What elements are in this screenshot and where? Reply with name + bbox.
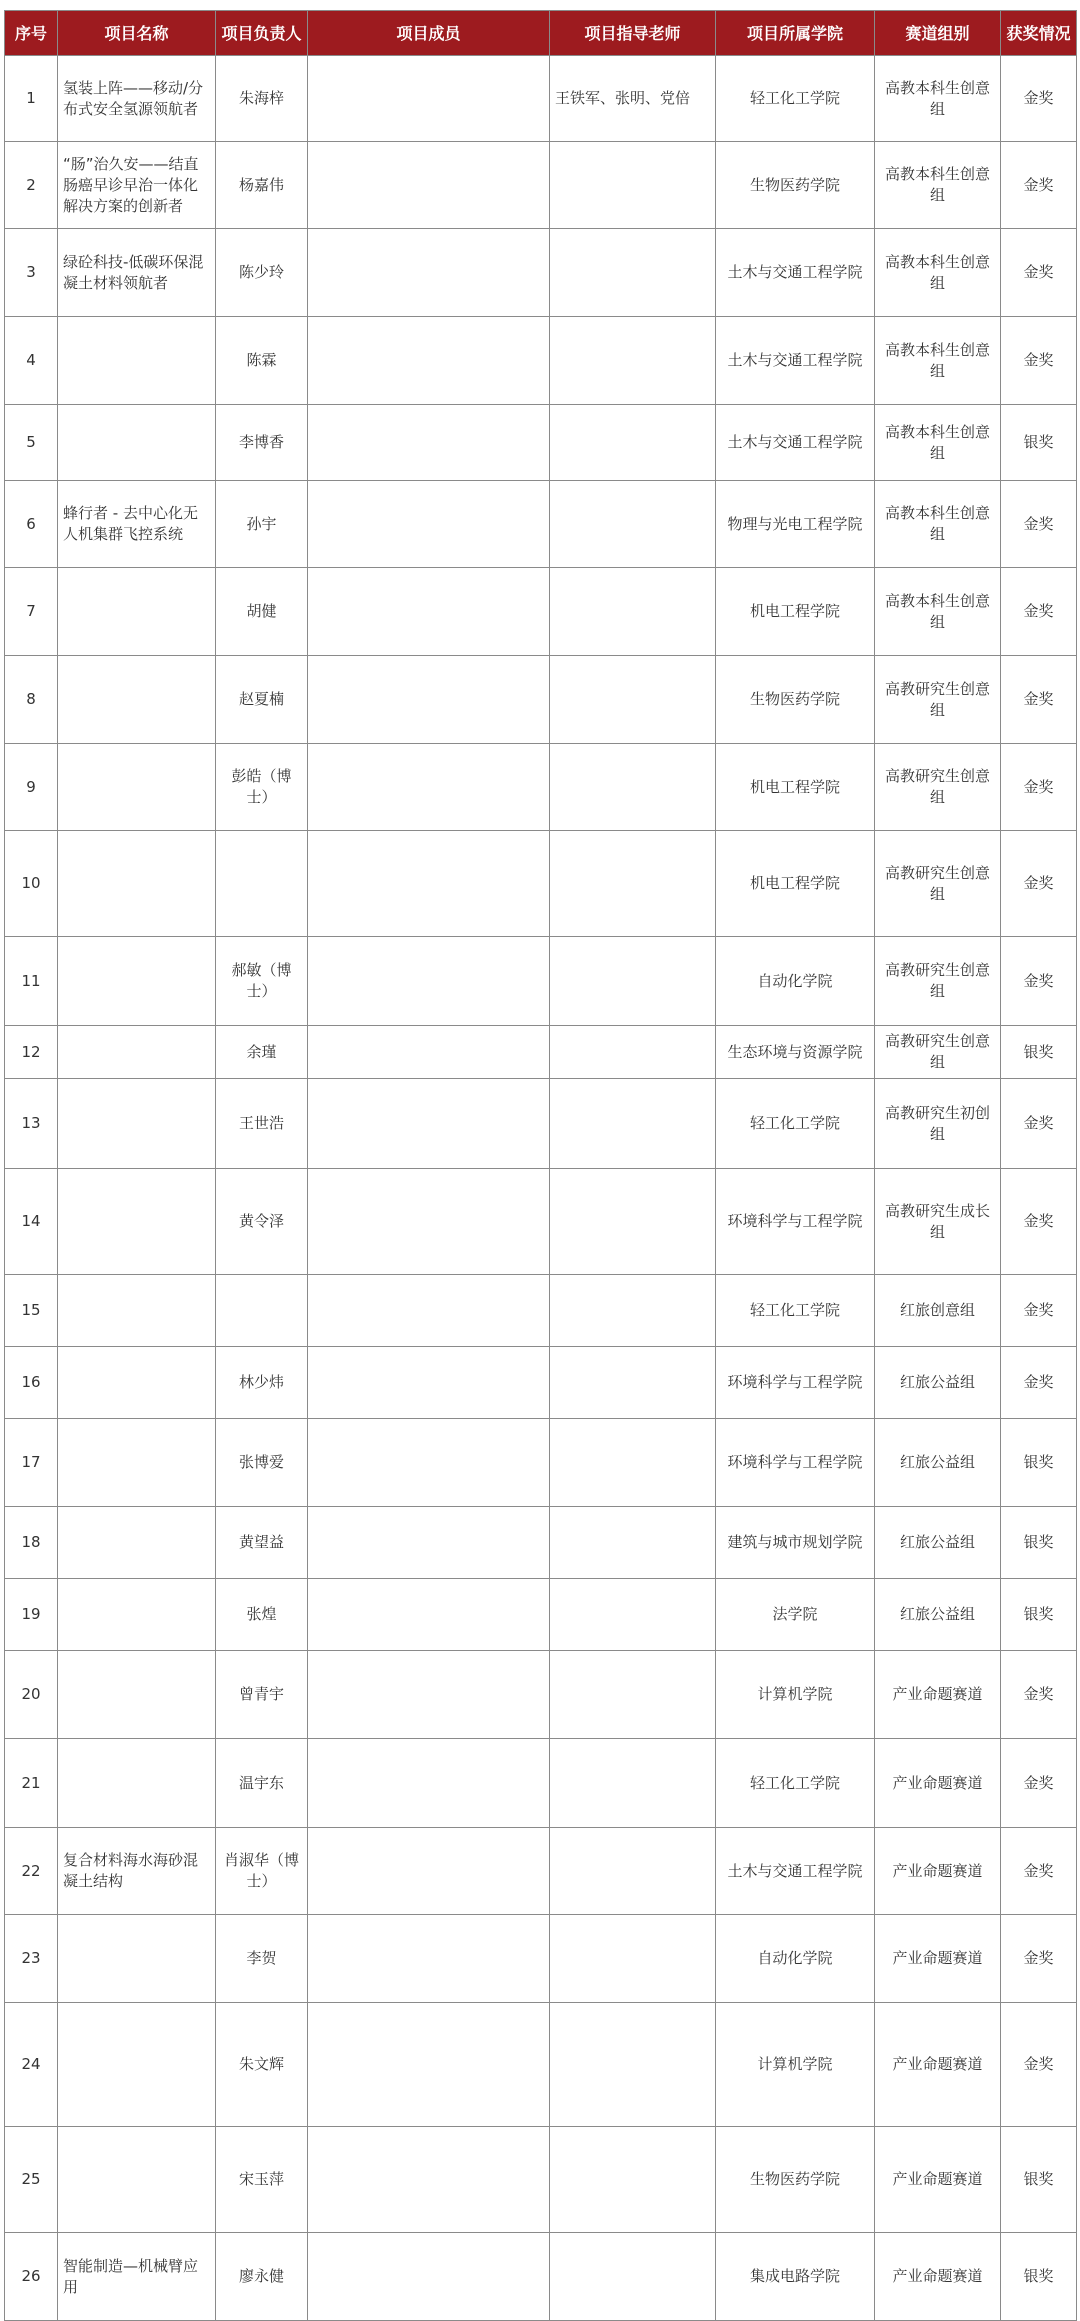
cell-college: 自动化学院 bbox=[716, 937, 875, 1026]
cell-leader: 肖淑华（博士） bbox=[216, 1828, 308, 1915]
cell-no: 6 bbox=[5, 481, 58, 568]
cell-no: 11 bbox=[5, 937, 58, 1026]
cell-project-name bbox=[58, 1651, 216, 1739]
cell-members bbox=[308, 1169, 550, 1275]
table-row bbox=[5, 2233, 1077, 2321]
cell-advisors bbox=[550, 831, 716, 937]
table-row bbox=[5, 229, 1077, 317]
cell-track: 高教研究生创意组 bbox=[875, 831, 1001, 937]
cell-no: 20 bbox=[5, 1651, 58, 1739]
cell-college: 环境科学与工程学院 bbox=[716, 1419, 875, 1507]
cell-track: 产业命题赛道 bbox=[875, 1651, 1001, 1739]
cell-project-name: 蜂行者 - 去中心化无人机集群飞控系统 bbox=[58, 481, 216, 568]
cell-no: 1 bbox=[5, 56, 58, 142]
cell-no: 8 bbox=[5, 656, 58, 744]
table-row bbox=[5, 1828, 1077, 1915]
cell-no: 16 bbox=[5, 1347, 58, 1419]
cell-members bbox=[308, 1579, 550, 1651]
cell-award: 金奖 bbox=[1001, 656, 1077, 744]
cell-award: 金奖 bbox=[1001, 744, 1077, 831]
cell-no: 24 bbox=[5, 2003, 58, 2127]
cell-no: 26 bbox=[5, 2233, 58, 2321]
cell-no: 10 bbox=[5, 831, 58, 937]
cell-award: 银奖 bbox=[1001, 1026, 1077, 1079]
cell-track: 高教本科生创意组 bbox=[875, 229, 1001, 317]
cell-no: 12 bbox=[5, 1026, 58, 1079]
cell-leader: 杨嘉伟 bbox=[216, 142, 308, 229]
cell-leader: 胡健 bbox=[216, 568, 308, 656]
cell-college: 生物医药学院 bbox=[716, 142, 875, 229]
cell-college: 物理与光电工程学院 bbox=[716, 481, 875, 568]
cell-leader: 王世浩 bbox=[216, 1079, 308, 1169]
cell-award: 金奖 bbox=[1001, 317, 1077, 405]
cell-college: 法学院 bbox=[716, 1579, 875, 1651]
cell-no: 3 bbox=[5, 229, 58, 317]
cell-track: 产业命题赛道 bbox=[875, 2003, 1001, 2127]
cell-track: 高教研究生初创组 bbox=[875, 1079, 1001, 1169]
table-row bbox=[5, 1651, 1077, 1739]
header-track: 赛道组别 bbox=[875, 11, 1001, 56]
cell-advisors bbox=[550, 481, 716, 568]
cell-track: 产业命题赛道 bbox=[875, 2233, 1001, 2321]
cell-no: 25 bbox=[5, 2127, 58, 2233]
cell-no: 5 bbox=[5, 405, 58, 481]
cell-advisors bbox=[550, 1419, 716, 1507]
table-row bbox=[5, 142, 1077, 229]
cell-track: 产业命题赛道 bbox=[875, 1915, 1001, 2003]
cell-members bbox=[308, 568, 550, 656]
cell-college: 生物医药学院 bbox=[716, 2127, 875, 2233]
cell-college: 自动化学院 bbox=[716, 1915, 875, 2003]
cell-leader: 林少炜 bbox=[216, 1347, 308, 1419]
cell-award: 金奖 bbox=[1001, 568, 1077, 656]
table-row bbox=[5, 481, 1077, 568]
cell-advisors bbox=[550, 142, 716, 229]
cell-members bbox=[308, 1915, 550, 2003]
cell-award: 银奖 bbox=[1001, 2233, 1077, 2321]
table-row bbox=[5, 405, 1077, 481]
cell-advisors bbox=[550, 1275, 716, 1347]
cell-track: 高教研究生创意组 bbox=[875, 656, 1001, 744]
table-row bbox=[5, 1579, 1077, 1651]
cell-members bbox=[308, 1507, 550, 1579]
cell-members bbox=[308, 2233, 550, 2321]
cell-members bbox=[308, 1828, 550, 1915]
cell-advisors bbox=[550, 937, 716, 1026]
cell-advisors bbox=[550, 1651, 716, 1739]
cell-track: 红旅公益组 bbox=[875, 1507, 1001, 1579]
header-no: 序号 bbox=[5, 11, 58, 56]
cell-no: 9 bbox=[5, 744, 58, 831]
cell-members bbox=[308, 481, 550, 568]
cell-project-name bbox=[58, 1169, 216, 1275]
cell-project-name bbox=[58, 2003, 216, 2127]
cell-advisors bbox=[550, 2233, 716, 2321]
cell-leader: 李贺 bbox=[216, 1915, 308, 2003]
table-row bbox=[5, 1347, 1077, 1419]
cell-no: 21 bbox=[5, 1739, 58, 1828]
header-project-name: 项目名称 bbox=[58, 11, 216, 56]
cell-advisors bbox=[550, 317, 716, 405]
cell-college: 机电工程学院 bbox=[716, 744, 875, 831]
cell-no: 18 bbox=[5, 1507, 58, 1579]
cell-college: 生态环境与资源学院 bbox=[716, 1026, 875, 1079]
table-row bbox=[5, 1026, 1077, 1079]
cell-leader: 李博香 bbox=[216, 405, 308, 481]
cell-college: 土木与交通工程学院 bbox=[716, 229, 875, 317]
table-row bbox=[5, 1169, 1077, 1275]
cell-track: 高教本科生创意组 bbox=[875, 56, 1001, 142]
table-row bbox=[5, 2127, 1077, 2233]
cell-award: 金奖 bbox=[1001, 2003, 1077, 2127]
cell-no: 13 bbox=[5, 1079, 58, 1169]
cell-track: 高教研究生创意组 bbox=[875, 937, 1001, 1026]
table-row bbox=[5, 831, 1077, 937]
cell-award: 金奖 bbox=[1001, 142, 1077, 229]
header-advisors: 项目指导老师 bbox=[550, 11, 716, 56]
cell-advisors bbox=[550, 1828, 716, 1915]
cell-advisors bbox=[550, 1347, 716, 1419]
table-row bbox=[5, 568, 1077, 656]
cell-project-name bbox=[58, 937, 216, 1026]
cell-leader bbox=[216, 831, 308, 937]
cell-project-name: 绿砼科技-低碳环保混凝土材料领航者 bbox=[58, 229, 216, 317]
cell-track: 产业命题赛道 bbox=[875, 1828, 1001, 1915]
cell-track: 高教本科生创意组 bbox=[875, 405, 1001, 481]
cell-members bbox=[308, 2003, 550, 2127]
cell-project-name bbox=[58, 405, 216, 481]
cell-college: 土木与交通工程学院 bbox=[716, 317, 875, 405]
cell-award: 金奖 bbox=[1001, 1347, 1077, 1419]
cell-advisors bbox=[550, 405, 716, 481]
cell-award: 金奖 bbox=[1001, 481, 1077, 568]
cell-no: 4 bbox=[5, 317, 58, 405]
cell-leader: 孙宇 bbox=[216, 481, 308, 568]
header-award: 获奖情况 bbox=[1001, 11, 1077, 56]
cell-track: 高教本科生创意组 bbox=[875, 142, 1001, 229]
cell-members bbox=[308, 2127, 550, 2233]
cell-members bbox=[308, 142, 550, 229]
table-row bbox=[5, 1739, 1077, 1828]
cell-college: 建筑与城市规划学院 bbox=[716, 1507, 875, 1579]
cell-track: 高教本科生创意组 bbox=[875, 317, 1001, 405]
cell-members bbox=[308, 405, 550, 481]
cell-college: 生物医药学院 bbox=[716, 656, 875, 744]
cell-members bbox=[308, 1026, 550, 1079]
cell-project-name bbox=[58, 831, 216, 937]
cell-track: 高教研究生创意组 bbox=[875, 1026, 1001, 1079]
cell-college: 环境科学与工程学院 bbox=[716, 1169, 875, 1275]
table-row bbox=[5, 1079, 1077, 1169]
cell-leader bbox=[216, 1275, 308, 1347]
cell-advisors bbox=[550, 1915, 716, 2003]
cell-award: 金奖 bbox=[1001, 56, 1077, 142]
table-row bbox=[5, 1507, 1077, 1579]
cell-college: 计算机学院 bbox=[716, 1651, 875, 1739]
cell-project-name bbox=[58, 317, 216, 405]
header-leader: 项目负责人 bbox=[216, 11, 308, 56]
cell-award: 金奖 bbox=[1001, 1651, 1077, 1739]
cell-project-name bbox=[58, 1347, 216, 1419]
cell-no: 19 bbox=[5, 1579, 58, 1651]
cell-award: 金奖 bbox=[1001, 1915, 1077, 2003]
cell-track: 产业命题赛道 bbox=[875, 1739, 1001, 1828]
cell-college: 计算机学院 bbox=[716, 2003, 875, 2127]
cell-college: 环境科学与工程学院 bbox=[716, 1347, 875, 1419]
cell-no: 23 bbox=[5, 1915, 58, 2003]
cell-no: 7 bbox=[5, 568, 58, 656]
cell-track: 产业命题赛道 bbox=[875, 2127, 1001, 2233]
cell-project-name bbox=[58, 568, 216, 656]
cell-college: 土木与交通工程学院 bbox=[716, 405, 875, 481]
cell-track: 高教研究生创意组 bbox=[875, 744, 1001, 831]
table-row bbox=[5, 1915, 1077, 2003]
cell-track: 高教本科生创意组 bbox=[875, 568, 1001, 656]
cell-advisors bbox=[550, 2003, 716, 2127]
cell-leader: 黄望益 bbox=[216, 1507, 308, 1579]
cell-leader: 赵夏楠 bbox=[216, 656, 308, 744]
cell-award: 银奖 bbox=[1001, 1419, 1077, 1507]
cell-leader: 朱文辉 bbox=[216, 2003, 308, 2127]
cell-award: 银奖 bbox=[1001, 405, 1077, 481]
cell-members bbox=[308, 56, 550, 142]
cell-award: 金奖 bbox=[1001, 1169, 1077, 1275]
cell-college: 集成电路学院 bbox=[716, 2233, 875, 2321]
cell-college: 机电工程学院 bbox=[716, 568, 875, 656]
cell-leader: 陈霖 bbox=[216, 317, 308, 405]
cell-leader: 张博爱 bbox=[216, 1419, 308, 1507]
cell-award: 金奖 bbox=[1001, 937, 1077, 1026]
cell-award: 金奖 bbox=[1001, 229, 1077, 317]
cell-members bbox=[308, 1419, 550, 1507]
table-row bbox=[5, 744, 1077, 831]
cell-members bbox=[308, 744, 550, 831]
cell-leader: 宋玉萍 bbox=[216, 2127, 308, 2233]
cell-project-name bbox=[58, 1579, 216, 1651]
cell-advisors bbox=[550, 2127, 716, 2233]
cell-project-name bbox=[58, 1739, 216, 1828]
cell-members bbox=[308, 1347, 550, 1419]
cell-award: 金奖 bbox=[1001, 831, 1077, 937]
cell-leader: 张煌 bbox=[216, 1579, 308, 1651]
cell-members bbox=[308, 1275, 550, 1347]
cell-no: 22 bbox=[5, 1828, 58, 1915]
cell-members bbox=[308, 1651, 550, 1739]
table-row bbox=[5, 56, 1077, 142]
header-college: 项目所属学院 bbox=[716, 11, 875, 56]
cell-college: 轻工化工学院 bbox=[716, 1275, 875, 1347]
cell-advisors bbox=[550, 744, 716, 831]
cell-advisors bbox=[550, 1739, 716, 1828]
cell-leader: 黄令泽 bbox=[216, 1169, 308, 1275]
cell-advisors bbox=[550, 229, 716, 317]
cell-project-name bbox=[58, 1915, 216, 2003]
cell-college: 土木与交通工程学院 bbox=[716, 1828, 875, 1915]
cell-project-name bbox=[58, 1419, 216, 1507]
cell-project-name bbox=[58, 1079, 216, 1169]
cell-leader: 彭皓（博士） bbox=[216, 744, 308, 831]
awards-table-container bbox=[4, 10, 1076, 2321]
cell-track: 红旅公益组 bbox=[875, 1347, 1001, 1419]
cell-project-name bbox=[58, 1026, 216, 1079]
cell-no: 14 bbox=[5, 1169, 58, 1275]
cell-award: 银奖 bbox=[1001, 2127, 1077, 2233]
cell-project-name bbox=[58, 1275, 216, 1347]
table-row bbox=[5, 1275, 1077, 1347]
cell-advisors: 王铁军、张明、党倍 bbox=[550, 56, 716, 142]
cell-members bbox=[308, 937, 550, 1026]
cell-award: 银奖 bbox=[1001, 1507, 1077, 1579]
cell-track: 红旅公益组 bbox=[875, 1419, 1001, 1507]
cell-advisors bbox=[550, 1169, 716, 1275]
cell-leader: 朱海梓 bbox=[216, 56, 308, 142]
cell-college: 机电工程学院 bbox=[716, 831, 875, 937]
cell-award: 金奖 bbox=[1001, 1275, 1077, 1347]
cell-advisors bbox=[550, 568, 716, 656]
cell-members bbox=[308, 317, 550, 405]
cell-project-name: “肠”治久安——结直肠癌早诊早治一体化解决方案的创新者 bbox=[58, 142, 216, 229]
awards-table bbox=[4, 10, 1077, 2321]
cell-no: 2 bbox=[5, 142, 58, 229]
table-row bbox=[5, 937, 1077, 1026]
cell-project-name: 复合材料海水海砂混凝土结构 bbox=[58, 1828, 216, 1915]
cell-members bbox=[308, 229, 550, 317]
cell-track: 高教本科生创意组 bbox=[875, 481, 1001, 568]
cell-no: 15 bbox=[5, 1275, 58, 1347]
cell-project-name: 智能制造—机械臂应用 bbox=[58, 2233, 216, 2321]
cell-leader: 温宇东 bbox=[216, 1739, 308, 1828]
cell-award: 金奖 bbox=[1001, 1079, 1077, 1169]
cell-leader: 余瑾 bbox=[216, 1026, 308, 1079]
cell-leader: 曾青宇 bbox=[216, 1651, 308, 1739]
cell-college: 轻工化工学院 bbox=[716, 1739, 875, 1828]
cell-track: 红旅创意组 bbox=[875, 1275, 1001, 1347]
cell-members bbox=[308, 831, 550, 937]
cell-members bbox=[308, 656, 550, 744]
cell-advisors bbox=[550, 1026, 716, 1079]
table-row bbox=[5, 2003, 1077, 2127]
cell-no: 17 bbox=[5, 1419, 58, 1507]
cell-college: 轻工化工学院 bbox=[716, 1079, 875, 1169]
cell-project-name bbox=[58, 656, 216, 744]
cell-project-name bbox=[58, 744, 216, 831]
cell-project-name bbox=[58, 2127, 216, 2233]
cell-project-name bbox=[58, 1507, 216, 1579]
table-row bbox=[5, 317, 1077, 405]
cell-college: 轻工化工学院 bbox=[716, 56, 875, 142]
cell-track: 高教研究生成长组 bbox=[875, 1169, 1001, 1275]
cell-track: 红旅公益组 bbox=[875, 1579, 1001, 1651]
cell-advisors bbox=[550, 1079, 716, 1169]
cell-award: 金奖 bbox=[1001, 1828, 1077, 1915]
table-row bbox=[5, 656, 1077, 744]
cell-advisors bbox=[550, 1507, 716, 1579]
header-members: 项目成员 bbox=[308, 11, 550, 56]
table-row bbox=[5, 1419, 1077, 1507]
cell-leader: 陈少玲 bbox=[216, 229, 308, 317]
header-row bbox=[5, 11, 1077, 56]
cell-advisors bbox=[550, 656, 716, 744]
cell-project-name: 氢装上阵——移动/分布式安全氢源领航者 bbox=[58, 56, 216, 142]
cell-members bbox=[308, 1079, 550, 1169]
cell-award: 金奖 bbox=[1001, 1739, 1077, 1828]
cell-members bbox=[308, 1739, 550, 1828]
cell-leader: 郝敏（博士） bbox=[216, 937, 308, 1026]
cell-award: 银奖 bbox=[1001, 1579, 1077, 1651]
cell-leader: 廖永健 bbox=[216, 2233, 308, 2321]
cell-advisors bbox=[550, 1579, 716, 1651]
